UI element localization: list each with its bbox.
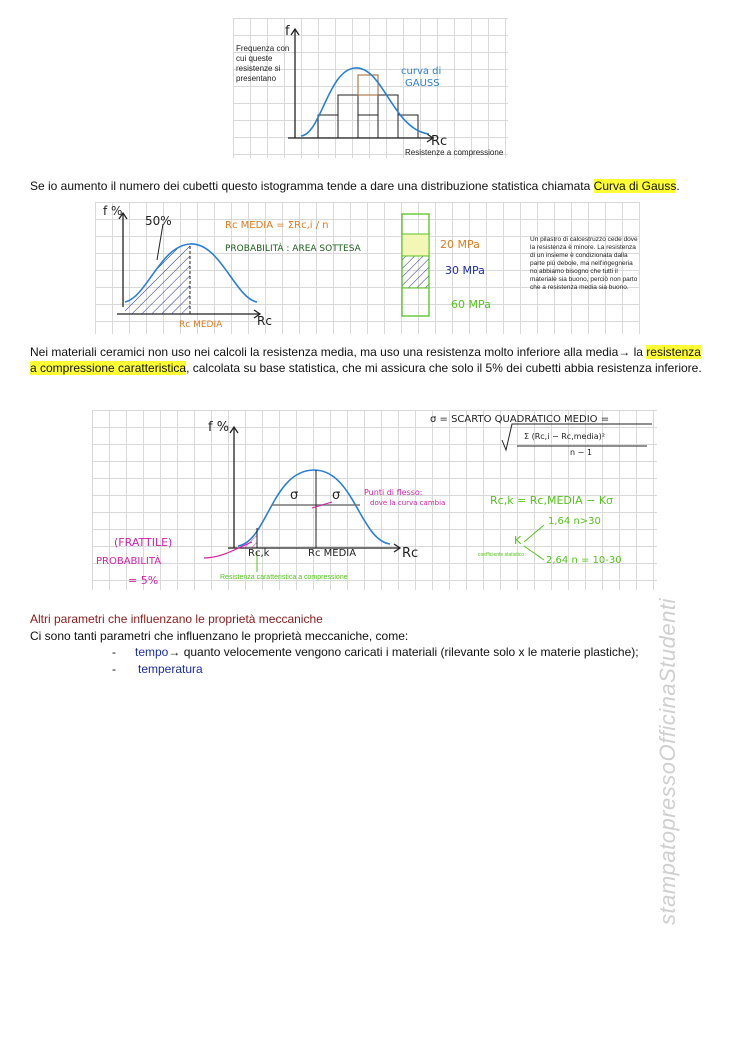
highlight-curva-gauss: Curva di Gauss (593, 179, 677, 193)
fig3-rck-axis: Rc,k (248, 548, 270, 559)
fig3-sigma-left: σ (290, 488, 299, 503)
fig3-sigma-def: σ = SCARTO QUADRATICO MEDIO = (430, 414, 610, 425)
fig3-punti-flesso-1: Punti di flesso: (364, 488, 423, 497)
paragraph-characteristic-text2: , calcolata su base statistica, che mi assicura che solo il 5% dei cubetti abbia resistenza inferiore. (186, 361, 702, 375)
section-title: Altri parametri che influenzano le proprietà meccaniche (30, 612, 323, 626)
fig3-k1: 1,64 n>30 (548, 516, 601, 527)
fig1-frequency-label: Frequenza con cui queste resistenze si presentano (236, 44, 290, 83)
fig1-curve-label-1: curva di (401, 66, 442, 77)
fig3-sigma-formula-num: Σ (Rc,i − Rc,media)² (524, 432, 605, 441)
fig1-f-label: f (285, 24, 290, 39)
fig3-sigma-right: σ (332, 488, 341, 503)
fig3-rc-axis: Rc (402, 546, 419, 561)
list-bullet-2: - (112, 662, 116, 676)
fig3-coeff: coefficiente statistico (478, 552, 525, 558)
fig2-pct-label: 50% (145, 214, 172, 228)
fig3-frattile: (FRATTILE) (114, 536, 173, 549)
paragraph-characteristic-text1: Nei materiali ceramici non uso nei calcoli la resistenza media, ma uso una resistenza molto inferiore alla media→ la (30, 345, 647, 359)
fig3-pct5: = 5% (128, 574, 159, 587)
fig2-probability: PROBABILITÀ : AREA SOTTESA (225, 244, 361, 254)
fig2-note: Un pilastro di calcestruzzo cede dove la resistenza è minore. La resistenza di un insieme è condizionata dalla parte più debole, ma nell'ingegneria no abbiamo bisogno che tutti il materiale sia buono, perciò non parto che a resistenza media sia buono. (530, 236, 638, 291)
fig3-k-label: K (514, 534, 522, 547)
fig3-caption: Resistenza caratteristica a compressione (220, 574, 348, 581)
watermark: stampatopressoOfficinaStudenti (655, 598, 680, 925)
list-item-term: temperatura (138, 662, 203, 676)
list-item (135, 645, 695, 659)
list-bullet-1: - (112, 645, 116, 659)
fig3-punti-flesso-2: dove la curva cambia (370, 499, 446, 507)
list-item-term: tempo (135, 645, 169, 659)
fig2-mpa-20: 20 MPa (440, 238, 480, 251)
paragraph-gauss-end: . (676, 179, 680, 193)
figure-probability-area (95, 202, 640, 334)
fig2-rc-media-formula: Rc MEDIA = ΣRc,i / n (225, 220, 329, 231)
paragraph-gauss-text: Se io aumento il numero dei cubetti questo istogramma tende a dare una distribuzione statistica chiamata (30, 179, 594, 193)
list-item-rest: → quanto velocemente vengono caricati i materiali (rilevante solo x le materie plastiche); (168, 645, 639, 659)
figure-characteristic-strength (92, 410, 657, 590)
fig1-rc-label: Rc (431, 134, 448, 149)
fig3-f-label: f % (208, 420, 230, 435)
fig2-rc-axis: Rc (257, 314, 272, 328)
fig2-mpa-30: 30 MPa (445, 264, 485, 277)
figure-gauss-histogram (233, 18, 508, 158)
highlight-resistenza-caratteristica: resistenza a compressione caratteristica (30, 345, 701, 375)
fig3-k2: 2,64 n = 10-30 (546, 555, 622, 566)
fig3-sigma-formula-den: n − 1 (570, 448, 592, 457)
fig3-probabilita: PROBABILITÀ (96, 556, 162, 567)
paragraph-gauss (30, 178, 710, 194)
fig2-mpa-60: 60 MPa (451, 298, 491, 311)
fig2-rc-media-axis: Rc MEDIA (179, 320, 223, 330)
fig3-rc-media-axis: Rc MEDIA (308, 548, 357, 559)
fig2-f-label: f % (103, 204, 123, 218)
fig1-rc-caption: Resistenze a compressione (405, 148, 504, 157)
paragraph-characteristic (30, 344, 710, 376)
fig1-curve-label-2: GAUSS (405, 78, 440, 89)
list-item (138, 662, 203, 676)
section-intro: Ci sono tanti parametri che influenzano le proprietà meccaniche, come: (30, 629, 409, 643)
fig3-rck-formula: Rc,k = Rc,MEDIA − Kσ (490, 494, 614, 507)
